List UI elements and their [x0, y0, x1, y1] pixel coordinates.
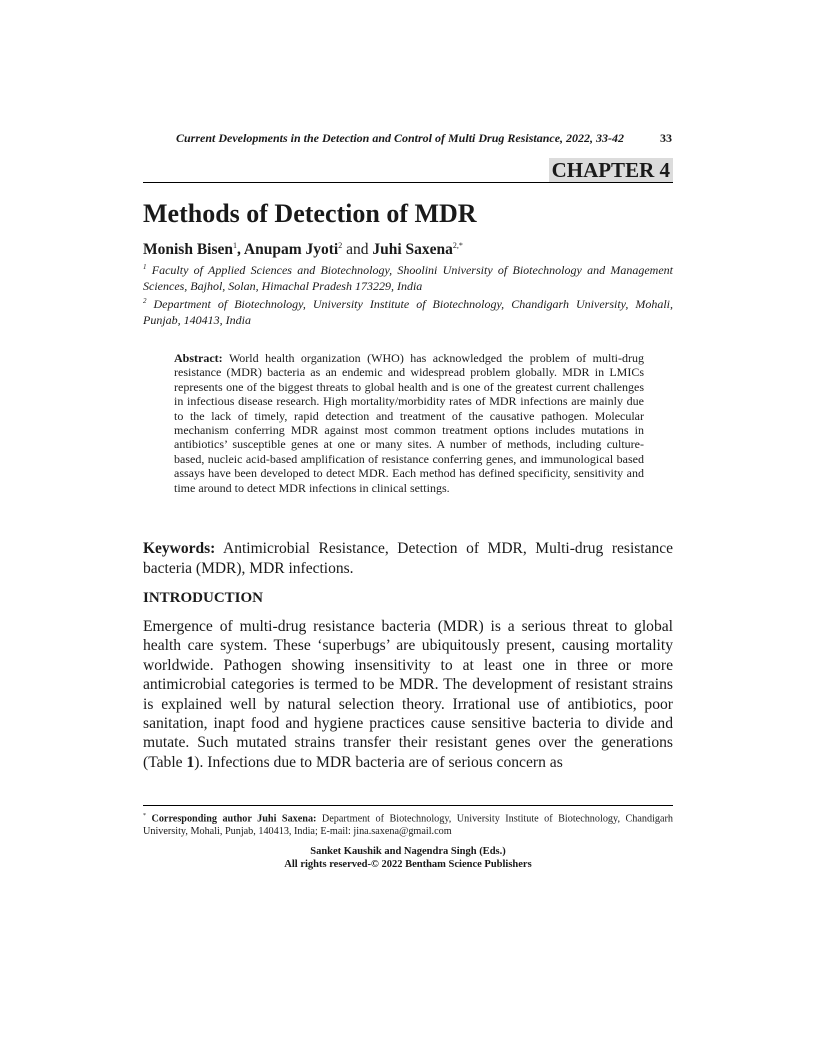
footnote-label: Corresponding author Juhi Saxena:	[151, 813, 317, 825]
author-list	[143, 236, 463, 260]
introduction-paragraph	[143, 617, 673, 772]
footnote-rule	[143, 805, 673, 806]
author-affiliation-marker: 1	[233, 241, 238, 250]
abstract-text: World health organization (WHO) has acknowledged the problem of multi-drug resistance (MDR) bacteria as an endemic and widespread problem globally. MDR in LMICs represents one of the biggest threats to global health and is one of the greatest current challenges in infectious disease research. High mortality/morbidity rates of MDR infections are mainly due to the lack of timely, rapid detection and treatment of the causative pathogen. Molecular mechanism conferring MDR against most common treatment options includes mutations in antibiotics’ susceptible genes at one or many sites. A number of methods, including culture-based, nucleic acid-based amplification of resistance conferring genes, and immunological based assays have been developed to detect MDR. Each method has defined specificity, sensitivity and time around to detect MDR infections in clinical settings.	[174, 351, 644, 495]
copyright-line: All rights reserved-© 2022 Bentham Science Publishers	[284, 859, 532, 870]
table-reference[interactable]: 1	[186, 753, 195, 771]
author-affiliation-marker: 2,*	[452, 241, 463, 250]
section-heading-introduction: INTRODUCTION	[143, 590, 264, 606]
affiliation-text: Department of Biotechnology, University Institute of Biotechnology, Chandigarh University, Mohali, Punjab, 140413, India	[143, 297, 673, 327]
author-affiliation-marker: 2	[338, 241, 343, 250]
abstract-label: Abstract:	[174, 351, 223, 365]
author-separator: and	[342, 241, 373, 259]
chapter-label: CHAPTER 4	[549, 158, 673, 182]
publisher-info	[143, 845, 673, 871]
page-number: 33	[660, 131, 672, 145]
affiliation	[143, 293, 673, 328]
author-name: Anupam Jyoti	[243, 241, 339, 259]
journal-title: Current Developments in the Detection and Control of Multi Drug Resistance, 2022, 33-42	[176, 131, 625, 145]
abstract	[174, 351, 644, 495]
affiliation-text: Faculty of Applied Sciences and Biotechnology, Shoolini University of Biotechnology and Management Sciences, Bajhol, Solan, Himachal Pradesh 173229, India	[143, 263, 673, 293]
keywords-label: Keywords:	[143, 540, 216, 557]
paragraph-text: ). Infections due to MDR bacteria are of serious concern as	[194, 753, 563, 771]
affiliation-marker: 2	[143, 297, 147, 305]
running-head	[176, 131, 672, 146]
paragraph-text: Emergence of multi-drug resistance bacteria (MDR) is a serious threat to global health care system. These ‘superbugs’ are ubiquitously present, causing mortality worldwide. Pathogen showing insensitivity to at least one in three or more antimicrobial categories is termed to be MDR. The development of resistant strains is explained well by natural selection theory. Irrational use of antibiotics, poor sanitation, inapt food and hygiene practices cause sensitive bacteria to divide and mutate. Such mutated strains transfer their resistant genes over the generations (Table	[143, 618, 673, 771]
keywords-text: Antimicrobial Resistance, Detection of MDR, Multi-drug resistance bacteria (MDR), MDR infections.	[143, 540, 673, 577]
author-name: Monish Bisen	[143, 241, 234, 259]
corresponding-author-footnote	[143, 810, 673, 838]
footnote-marker: *	[143, 813, 146, 819]
author-separator: ,	[237, 241, 244, 259]
chapter-rule	[143, 182, 673, 183]
affiliation	[143, 259, 673, 294]
editors-line: Sanket Kaushik and Nagendra Singh (Eds.)	[310, 846, 506, 857]
author-name: Juhi Saxena	[372, 241, 453, 259]
article-title: Methods of Detection of MDR	[143, 199, 477, 228]
footnote-text: Department of Biotechnology, University Institute of Biotechnology, Chandigarh University, Mohali, Punjab, 140413, India; E-mail: jina.saxena@gmail.com	[143, 813, 674, 837]
affiliation-marker: 1	[143, 263, 147, 271]
keywords	[143, 539, 673, 579]
